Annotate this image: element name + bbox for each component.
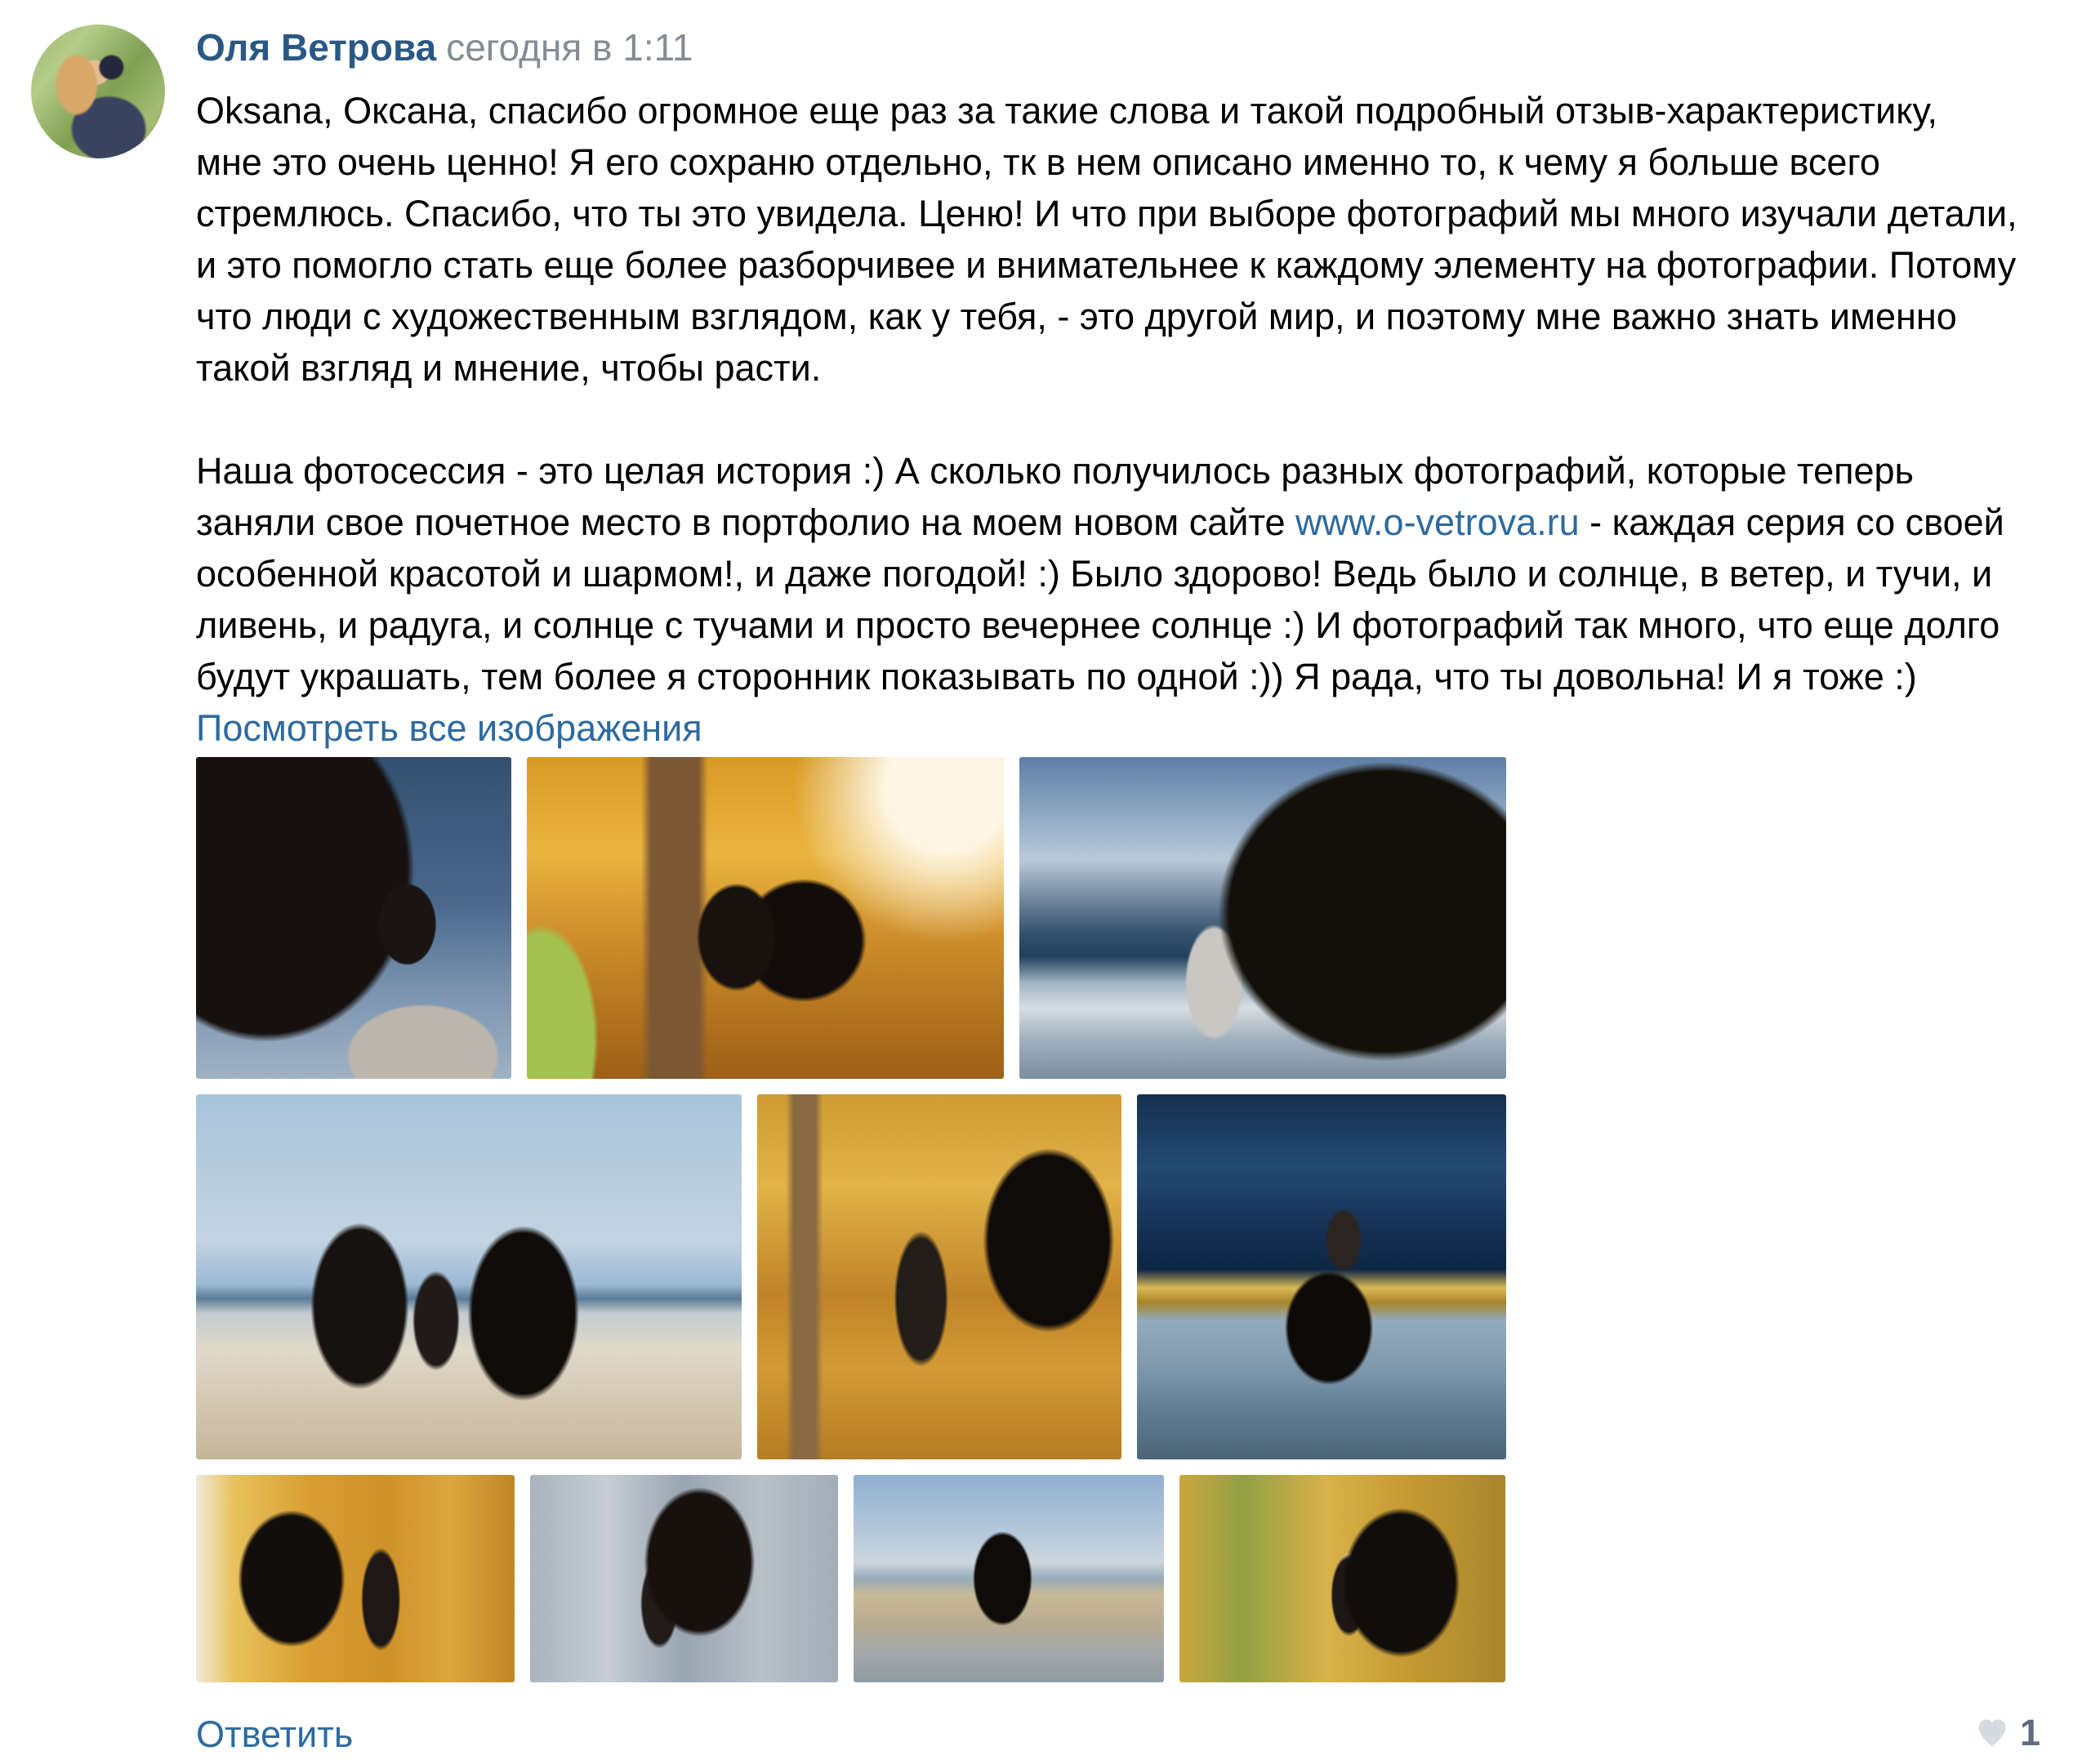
photo-thumbnail-1[interactable] bbox=[196, 757, 511, 1079]
text-line: такой взгляд и мнение, чтобы расти. bbox=[196, 347, 822, 389]
comment-paragraph-2 bbox=[196, 445, 2075, 702]
view-all-images-link[interactable]: Посмотреть все изображения bbox=[196, 707, 702, 749]
photo-thumbnail-5[interactable] bbox=[757, 1094, 1121, 1459]
reply-link[interactable]: Ответить bbox=[196, 1713, 354, 1755]
photo-row bbox=[196, 757, 1507, 1079]
likes-button[interactable] bbox=[1974, 1713, 2040, 1753]
site-link[interactable]: www.o-vetrova.ru bbox=[1295, 501, 1580, 543]
photo-row bbox=[196, 1094, 1507, 1459]
like-count: 1 bbox=[2019, 1712, 2040, 1753]
text-segment: - каждая серия со своей bbox=[1579, 501, 2004, 543]
photo-thumbnail-9[interactable] bbox=[854, 1475, 1164, 1682]
photo-thumbnail-2[interactable] bbox=[527, 757, 1004, 1079]
timestamp-link[interactable]: сегодня в 1:11 bbox=[446, 26, 693, 69]
text-line: ливень, и радуга, и солнце с тучами и просто вечернее солнце :) И фотографий так много, что еще долго bbox=[196, 604, 2000, 646]
photo-row bbox=[196, 1475, 1507, 1682]
photo-thumbnail-6[interactable] bbox=[1137, 1094, 1506, 1459]
text-line: и это помогло стать еще более разборчивее и внимательнее к каждому элементу на фотографии. Потому bbox=[196, 244, 2017, 286]
photo-thumbnail-7[interactable] bbox=[196, 1475, 515, 1682]
photo-thumbnail-3[interactable] bbox=[1019, 757, 1506, 1079]
text-line: мне это очень ценно! Я его сохраню отдельно, тк в нем описано именно то, к чему я больше всего bbox=[196, 141, 1880, 183]
text-line: что люди с художественным взглядом, как у тебя, - это другой мир, и поэтому мне важно знать именно bbox=[196, 296, 1957, 337]
comment-paragraph-1 bbox=[196, 85, 2075, 394]
photo-grid bbox=[196, 757, 1507, 1682]
photo-thumbnail-4[interactable] bbox=[196, 1094, 742, 1459]
text-line: особенной красотой и шармом!, и даже погодой! :) Было здорово! Ведь было и солнце, в ветер, и тучи, и bbox=[196, 553, 1993, 595]
photo-thumbnail-10[interactable] bbox=[1179, 1475, 1505, 1682]
text-segment: заняли свое почетное место в портфолио на моем новом сайте bbox=[196, 501, 1296, 543]
text-line bbox=[196, 497, 2075, 548]
comment-header bbox=[196, 24, 2075, 70]
text-line: стремлюсь. Спасибо, что ты это увидела. Ценю! И что при выборе фотографий мы много изучали детали, bbox=[196, 193, 2017, 234]
photo-thumbnail-8[interactable] bbox=[530, 1475, 838, 1682]
author-name-link[interactable]: Оля Ветрова bbox=[196, 26, 437, 69]
heart-icon[interactable] bbox=[1974, 1715, 2010, 1751]
comment-content bbox=[196, 24, 2075, 1757]
paragraph-spacer bbox=[196, 394, 2075, 445]
text-line: будут украшать, тем более я сторонник показывать по одной :)) Я рада, что ты довольна! И я тоже :) bbox=[196, 656, 1917, 697]
text-line: Oksana, Оксана, спасибо огромное еще раз за такие слова и такой подробный отзыв-характеристику, bbox=[196, 90, 1937, 131]
comment-footer bbox=[196, 1712, 2075, 1757]
avatar[interactable] bbox=[31, 24, 165, 158]
text-line: Наша фотосессия - это целая история :) А сколько получилось разных фотографий, которые теперь bbox=[196, 450, 1914, 492]
